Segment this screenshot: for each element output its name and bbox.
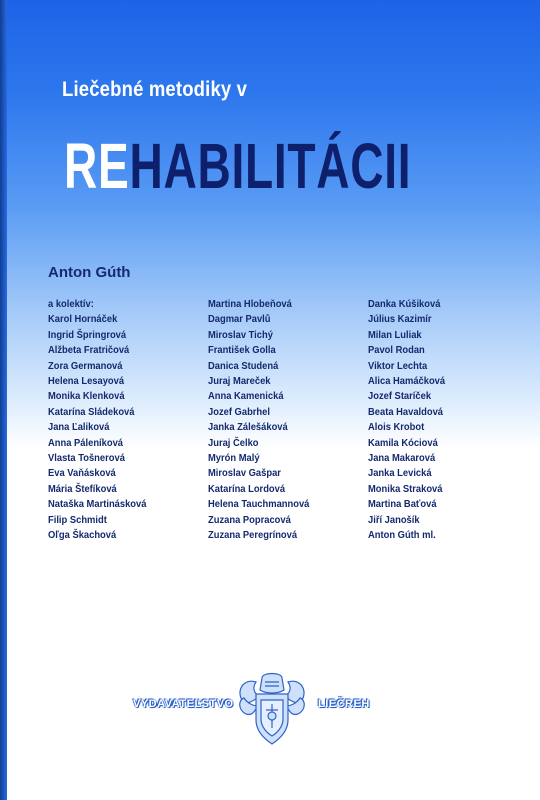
contributor-name: Milan Luliak [368, 329, 422, 341]
book-title-rest: HABILITÁCII [129, 130, 412, 202]
contributor-name: Vlasta Tošnerová [48, 453, 125, 465]
contributor-name: Monika Klenková [48, 391, 125, 403]
book-author: Anton Gúth [48, 264, 131, 281]
contributor-name: Helena Tauchmannová [208, 499, 310, 511]
contributor-name: Alžbeta Fratričová [48, 345, 130, 357]
book-title-prefix: RE [64, 130, 130, 202]
contributor-name: Danka Kúšiková [368, 299, 441, 310]
publisher-logo [0, 670, 540, 750]
contributor-name: Jozef Gabrhel [208, 406, 270, 418]
contributor-name: Dagmar Pavlů [208, 314, 271, 326]
contributor-name: Miroslav Tichý [208, 329, 273, 341]
contributor-name: Alica Hamáčková [368, 376, 446, 388]
contributor-name: a kolektív: [48, 299, 94, 310]
coat-of-arms-emblem-icon [232, 670, 312, 746]
contributors-column-3 [368, 297, 445, 544]
contributor-name: Július Kazimír [368, 314, 432, 326]
contributor-name: Katarína Lordová [208, 483, 286, 495]
contributor-name: Nataška Martinásková [48, 499, 147, 511]
contributor-name: František Golla [208, 345, 276, 357]
contributor-name: Kamila Kóciová [368, 437, 438, 449]
contributors-column-1 [48, 297, 146, 544]
contributor-name: Alois Krobot [368, 422, 425, 434]
contributor-name: Helena Lesayová [48, 376, 125, 388]
contributor-name: Jana Makarová [368, 453, 436, 465]
contributor-name: Zuzana Popracová [208, 514, 291, 526]
contributor-name: Jana Ľaliková [48, 422, 110, 434]
contributor-name: Eva Vaňásková [48, 468, 116, 480]
contributor-name: Pavol Rodan [368, 345, 425, 357]
contributor-name: Ingrid Špringrová [48, 329, 127, 341]
contributor-name: Jiří Janošík [368, 514, 420, 526]
contributor-name: Myrón Malý [208, 453, 260, 465]
contributor-name: Katarína Sládeková [48, 406, 135, 418]
contributor-name: Juraj Mareček [208, 376, 271, 388]
contributor-name: Juraj Čelko [208, 437, 259, 449]
contributor-name: Monika Straková [368, 483, 443, 495]
contributor-name: Filip Schmidt [48, 514, 107, 526]
contributor-name: Jozef Staríček [368, 391, 432, 403]
contributor-name: Miroslav Gašpar [208, 468, 281, 480]
contributor-name: Anna Páleníková [48, 437, 124, 449]
contributors-column-2 [208, 297, 309, 544]
contributor-name: Anna Kamenická [208, 391, 284, 403]
contributor-name: Zora Germanová [48, 360, 123, 372]
contributor-name: Janka Levická [368, 468, 432, 480]
contributor-name: Mária Štefíková [48, 483, 117, 495]
contributor-name: Martina Hlobeňová [208, 299, 292, 310]
contributor-name: Danica Studená [208, 360, 279, 372]
contributor-name: Anton Gúth ml. [368, 530, 436, 542]
book-subtitle: Liečebné metodiky v [62, 78, 248, 101]
contributor-name: Zuzana Peregrínová [208, 530, 298, 542]
contributor-name: Karol Hornáček [48, 314, 118, 326]
contributor-name: Viktor Lechta [368, 360, 428, 372]
publisher-name-right: LIEČREH [318, 698, 370, 710]
contributor-name: Beata Havaldová [368, 406, 444, 418]
contributor-name: Janka Zálešáková [208, 422, 288, 434]
contributor-name: Martina Baťová [368, 499, 437, 511]
book-title [64, 130, 412, 202]
publisher-name-left: VYDAVATEĽSTVO [133, 698, 234, 710]
contributor-name: Oľga Škachová [48, 530, 117, 542]
